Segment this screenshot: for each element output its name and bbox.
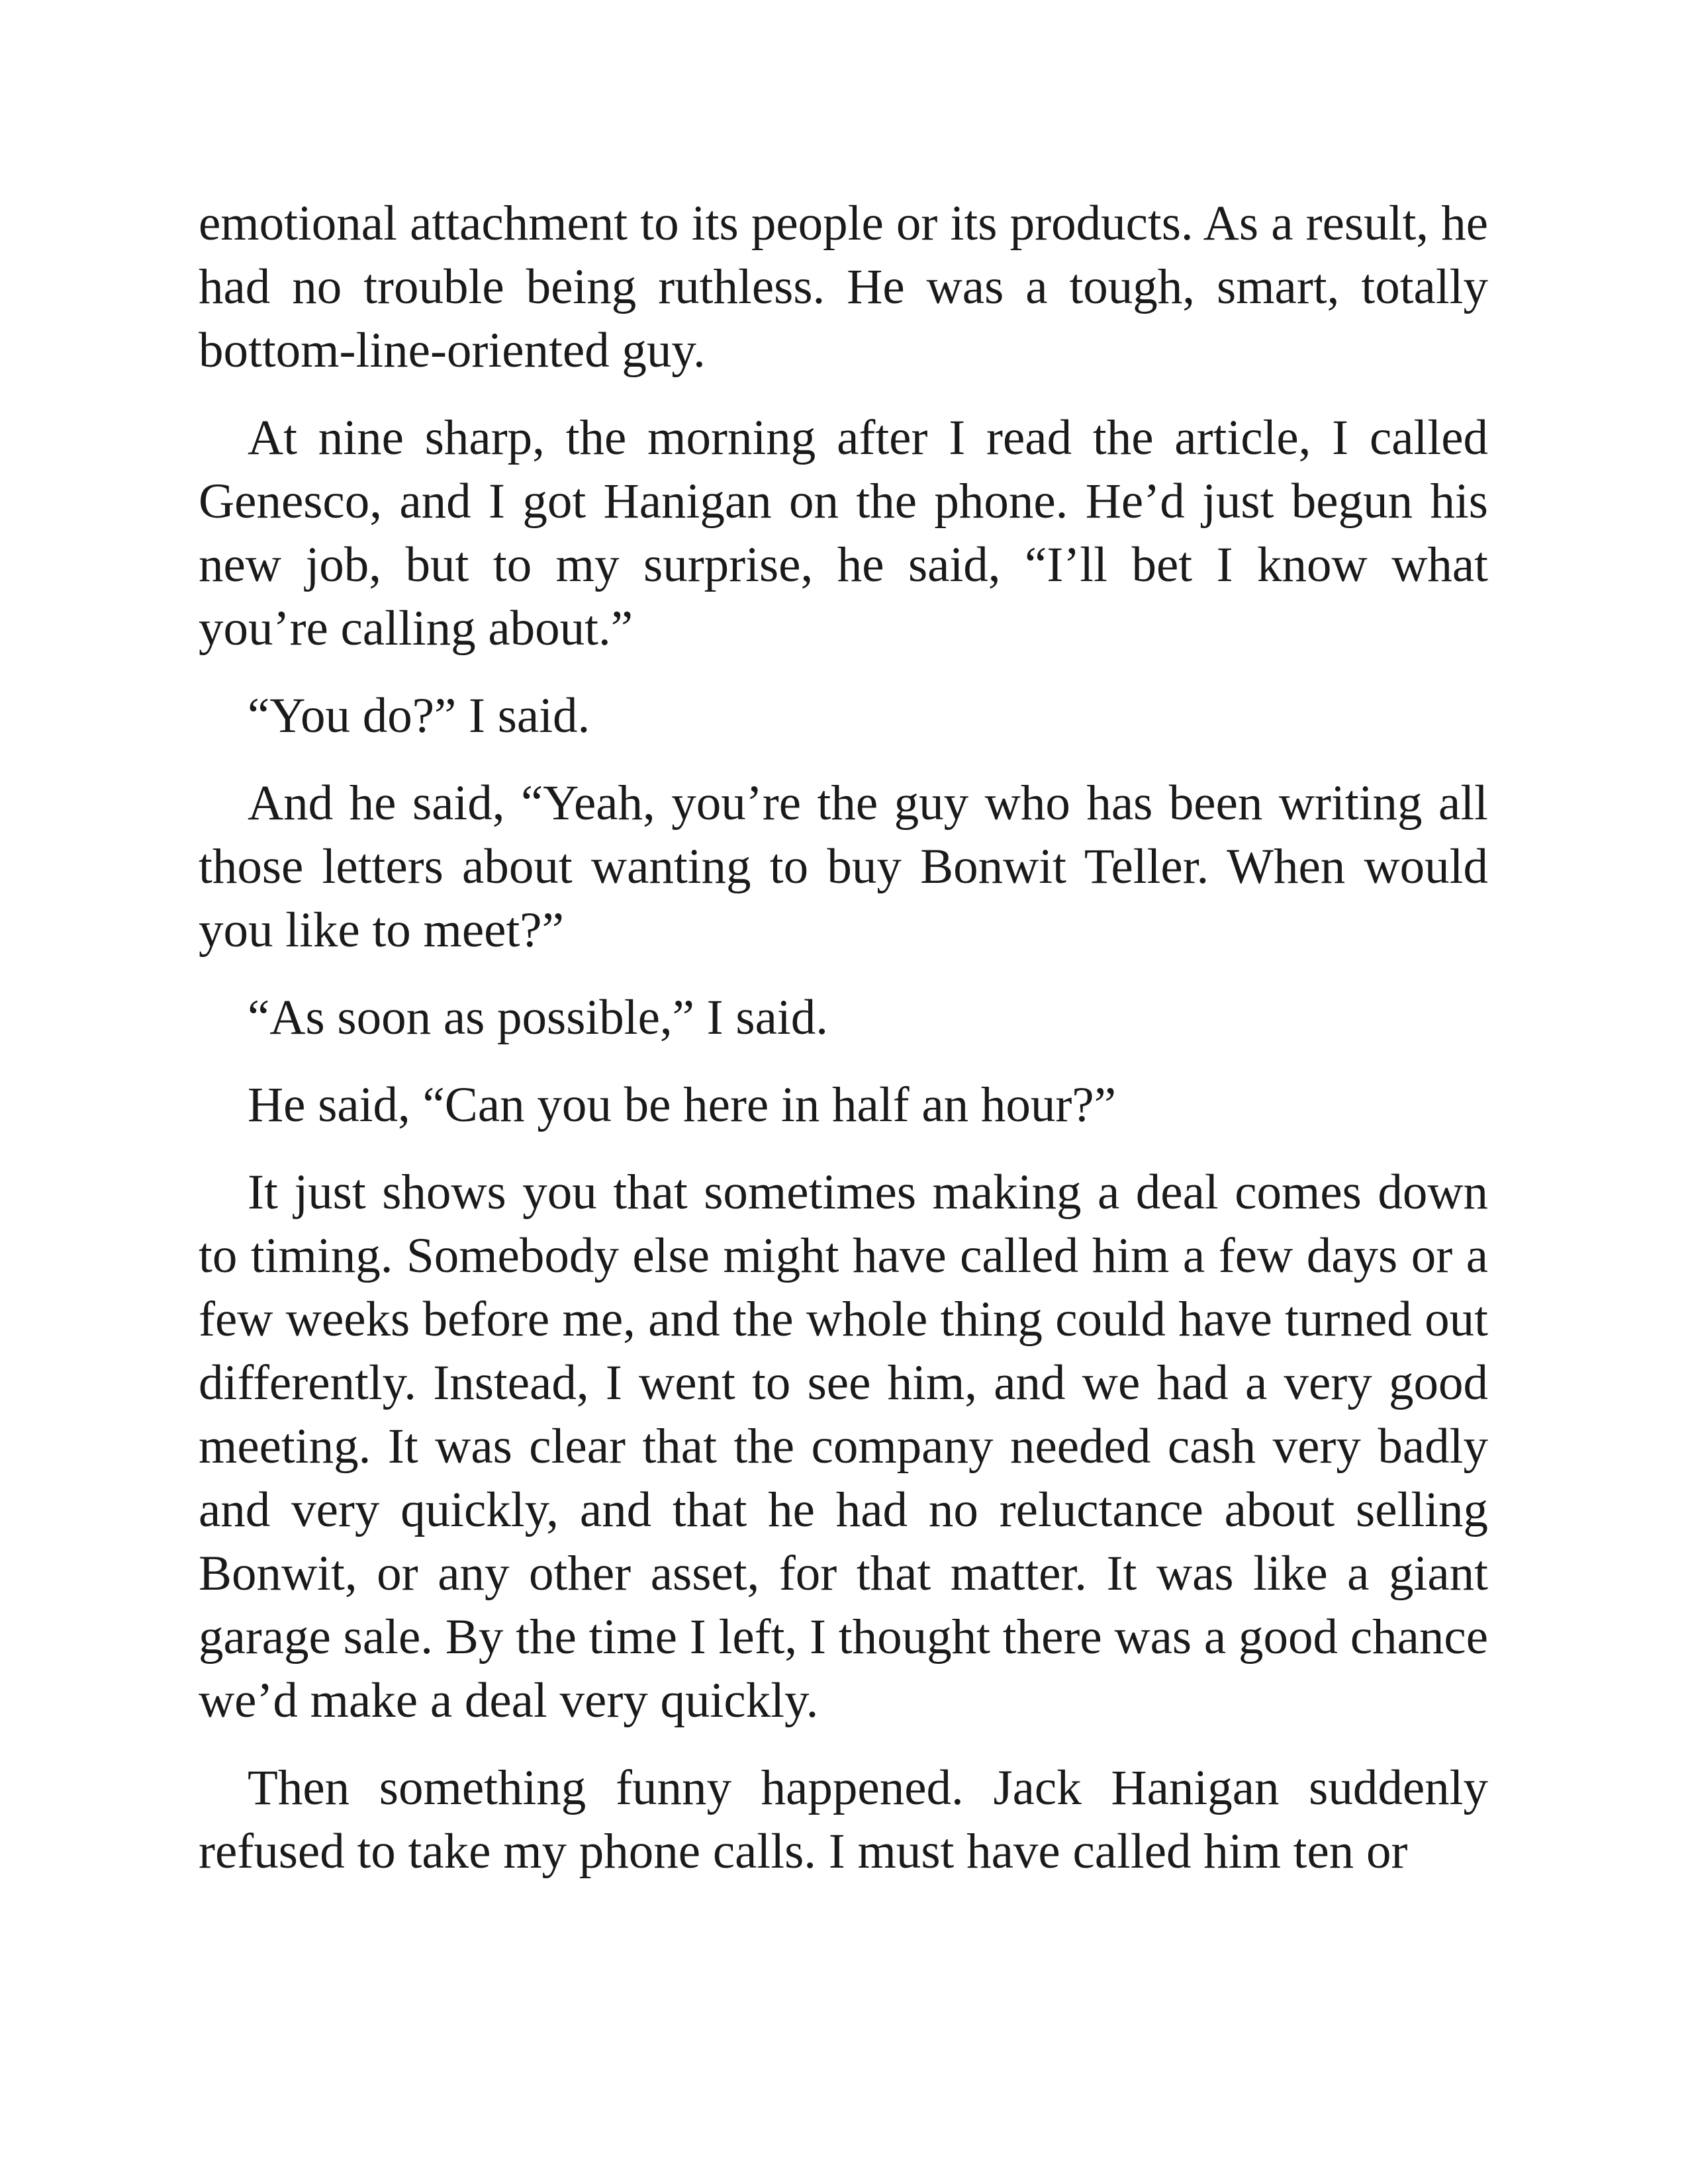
paragraph: “You do?” I said. — [248, 688, 590, 743]
paragraph-continued: emotional attachment to its people or its products. As a result, he had no trouble being ruthless. He was a tough, smart, totally bottom-line-oriented guy. — [199, 196, 1488, 378]
paragraph: Then something funny happened. Jack Hanigan suddenly refused to take my phone calls. I must have called him ten or — [199, 1760, 1488, 1879]
paragraph: He said, “Can you be here in half an hour?” — [248, 1077, 1116, 1132]
paragraph: It just shows you that sometimes making a deal comes down to timing. Somebody else might have called him a few days or a few weeks before me, and the whole thing could have turned out differently. Instead, I went to see him, and we had a very good meeting. It was clear that the company needed cash very badly and very quickly, and that he had no reluctance about selling Bonwit, or any other asset, for that matter. It was like a giant garage sale. By the time I left, I thought there was a good chance we’d make a deal very quickly. — [199, 1165, 1488, 1728]
book-page — [199, 192, 1488, 1907]
paragraph: “As soon as possible,” I said. — [248, 990, 828, 1045]
paragraph: At nine sharp, the morning after I read the article, I called Genesco, and I got Hanigan on the phone. He’d just begun his new job, but to my surprise, he said, “I’ll bet I know what you’re calling about.” — [199, 410, 1488, 656]
paragraph: And he said, “Yeah, you’re the guy who has been writing all those letters about wanting to buy Bonwit Teller. When would you like to meet?” — [199, 776, 1488, 958]
